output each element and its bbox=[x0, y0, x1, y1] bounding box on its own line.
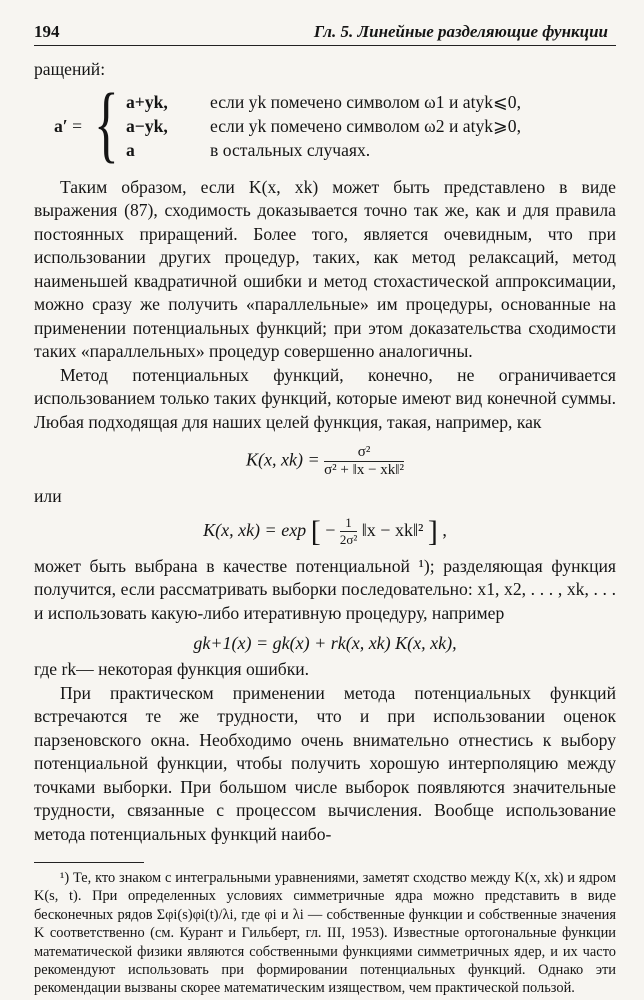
paragraph-choice: может быть выбрана в качестве потенциальной ¹); разделяющая функция получится, если рассматривать выборки последовательно: x1, x2, . . . , xk, . . . и использовать какую-либо итеративную процедуру, например bbox=[34, 555, 616, 623]
cases-lhs: a′ = bbox=[54, 115, 83, 136]
case-row: a−yk, если yk помечено символом ω2 и atyk⩾0, bbox=[126, 115, 521, 136]
case-row: a+yk, если yk помечено символом ω1 и atyk⩽0, bbox=[126, 91, 521, 112]
page-number: 194 bbox=[34, 22, 60, 41]
word-or: или bbox=[34, 486, 62, 506]
left-brace: { bbox=[94, 74, 119, 171]
formula-exp-kernel: K(x, xk) = exp [ − $\frac{1}{\text{2σ²}}$ ‖x − xk‖² ] , bbox=[203, 514, 447, 548]
formula-iterative: gk+1(x) = gk(x) + rk(x, xk) K(x, xk), bbox=[193, 633, 457, 653]
paragraph-error-function: где rk— некоторая функция ошибки. bbox=[34, 659, 310, 679]
formula-rational-kernel: K(x, xk) = $\frac{\text{σ²}}{\text{σ² + ‖x − xk‖²}}$ bbox=[245, 444, 405, 478]
update-rule-cases bbox=[34, 74, 616, 171]
intro-word: ращений: bbox=[34, 59, 106, 79]
paragraph-convergence: Таким образом, если K(x, xk) может быть представлено в виде выражения (87), сходимость доказывается точно так же, как и для правила постоянных приращений. Более того, является очевидным, что при использовании других процедур, таких, как метод релаксаций, метод наименьшей квадратичной ошибки и метод стохастической аппроксимации, можно сразу же получить «параллельные» им процедуры, основанные на применении потенциальных функций; при этом доказательства сходимости таких «параллельных» процедур совершенно аналогичны. bbox=[34, 176, 616, 361]
footnote-rule bbox=[34, 862, 144, 863]
running-title: Гл. 5. Линейные разделяющие функции bbox=[313, 22, 608, 41]
paragraph-potential-method: Метод потенциальных функций, конечно, не ограничивается использованием только таких функций, которые имеют вид конечной суммы. Любая подходящая для наших целей функция, такая, например, как bbox=[34, 364, 616, 432]
footnote-text: ¹) Те, кто знаком с интегральными уравнениями, заметят сходство между K(x, xk) и ядром K(s, t). При определенных условиях симметричные ядра можно представить в виде бесконечных рядов Σφi(s)φi(t)/λi, где φi и λi — собственные функции и собственные значения K соответственно (см. Курант и Гильберт, гл. III, 1953). Известные ортогональные функции математической физики являются собственными функциями симметричных ядер, и их часто рекомендуют использовать при формировании потенциальных функций. Однако эти рекомендации вызваны скорее математическим изяществом, чем практической пользой. bbox=[34, 870, 616, 997]
case-row: a в остальных случаях. bbox=[126, 139, 371, 160]
paragraph-practical: При практическом применении метода потенциальных функций встречаются те же трудности, что и при использовании оценок парзеновского окна. Необходимо очень внимательно отнестись к выбору потенциальной функции, чтобы получить хорошую интерполяцию между точками выборки. При большом числе выборок появляются значительные трудности, связанные с процессом вычисления. Вообще использование метода потенциальных функций наибо- bbox=[34, 682, 616, 844]
footnote bbox=[34, 869, 616, 998]
book-page bbox=[34, 22, 616, 998]
page-header bbox=[34, 22, 616, 46]
